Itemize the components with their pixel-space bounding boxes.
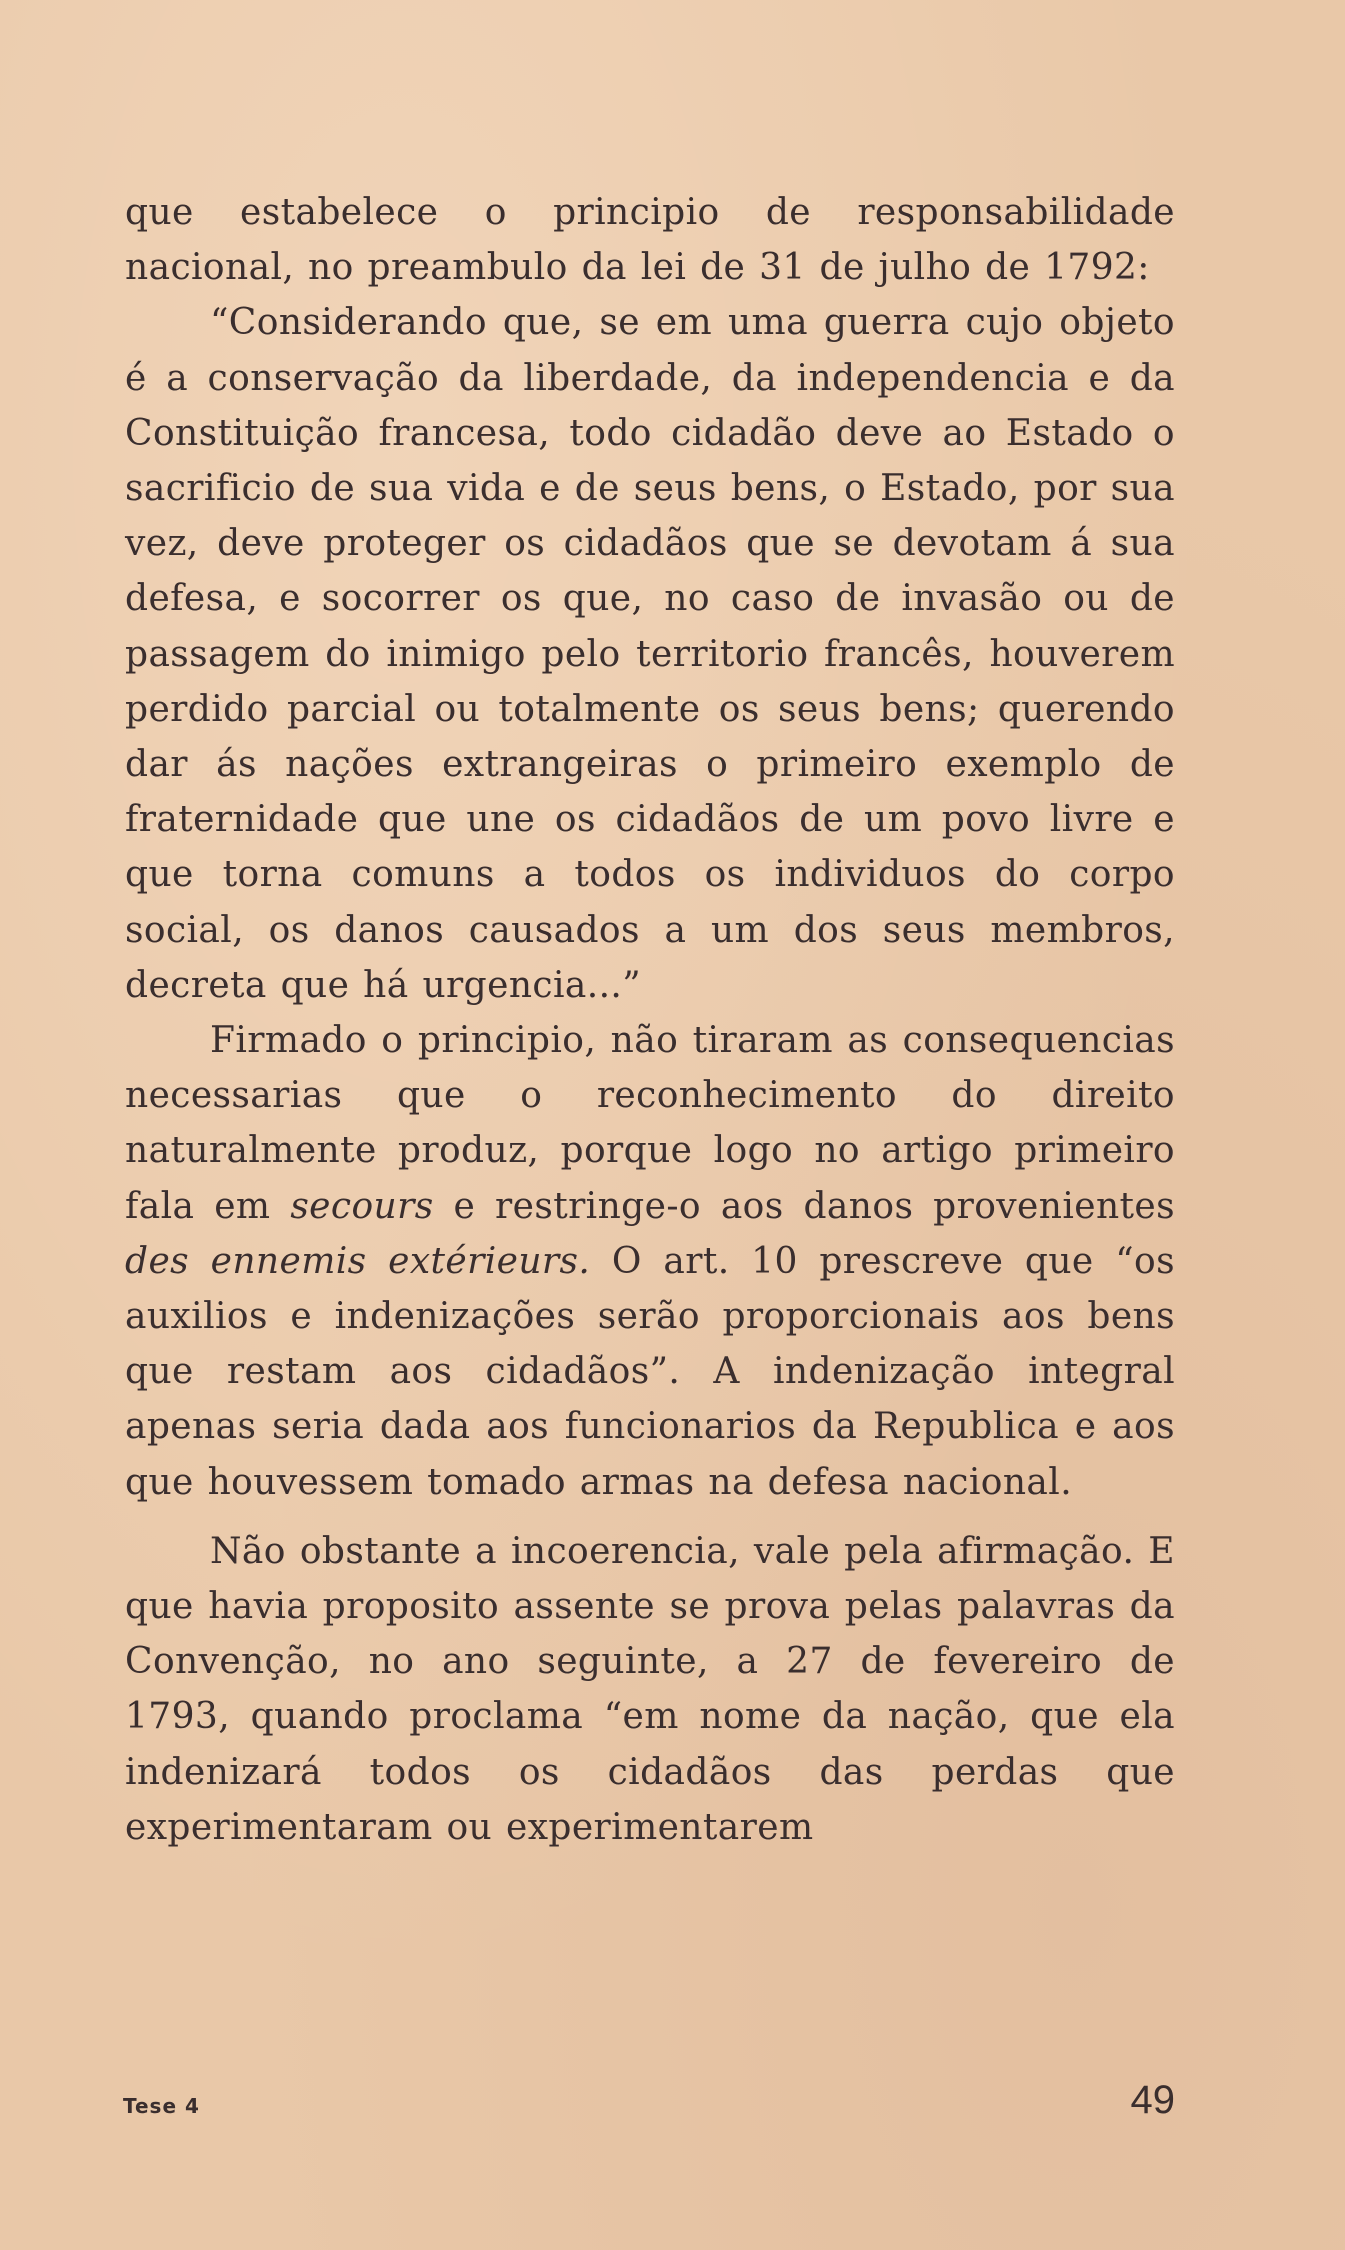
paragraph-3-part-3: O art. 10 prescreve que “os auxilios e indenizações serão proporcionais aos bens que restam aos cidadãos”. A indenização integral apenas seria dada aos funcionarios da Republica e aos que houvessem tomado armas na defesa nacional.: [125, 1240, 1175, 1503]
paragraph-3: [125, 1013, 1175, 1510]
signature-mark: Tese 4: [123, 2094, 200, 2118]
paragraph-3-part-2: e restringe-o aos danos provenientes: [433, 1185, 1175, 1227]
paragraph-3-part-1: Firmado o principio, não tiraram as consequencias necessarias que o reconhecimento do direito naturalmente produz, porque logo no artigo primeiro fala em: [125, 1020, 1175, 1227]
paragraph-1: que estabelece o principio de responsabilidade nacional, no preambulo da lei de 31 de julho de 1792:: [125, 192, 1175, 289]
page-number: 49: [1130, 2078, 1175, 2122]
italic-term-secours: secours: [290, 1185, 434, 1227]
paragraph-4: Não obstante a incoerencia, vale pela afirmação. E que havia proposito assente se prova pelas palavras da Convenção, no ano seguinte, a 27 de fevereiro de 1793, quando proclama “em nome da nação, que ela indenizará todos os cidadãos das perdas que experimentaram ou experimentarem: [125, 1530, 1175, 1848]
paragraph-2: “Considerando que, se em uma guerra cujo objeto é a conservação da liberdade, da independencia e da Constituição francesa, todo cidadão deve ao Estado o sacrificio de sua vida e de seus bens, o Estado, por sua vez, deve proteger os cidadãos que se devotam á sua defesa, e socorrer os que, no caso de invasão ou de passagem do inimigo pelo territorio francês, houverem perdido parcial ou totalmente os seus bens; querendo dar ás nações extrangeiras o primeiro exemplo de fraternidade que une os cidadãos de um povo livre e que torna comuns a todos os individuos do corpo social, os danos causados a um dos seus membros, decreta que há urgencia...”: [125, 302, 1175, 1006]
body-text: [125, 185, 1175, 1855]
italic-term-des-ennemis: des ennemis extérieurs.: [125, 1240, 591, 1282]
